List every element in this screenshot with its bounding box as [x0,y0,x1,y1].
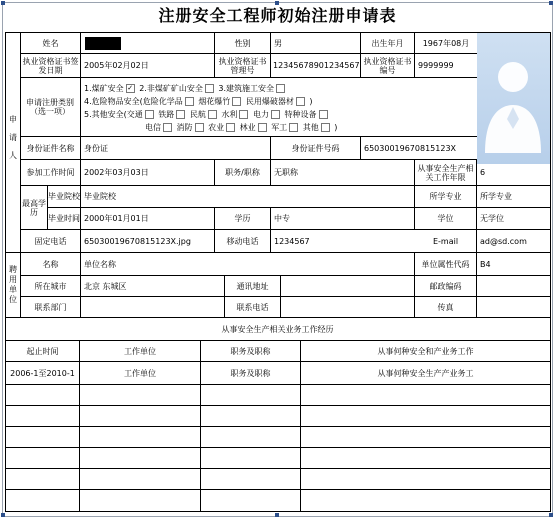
mobile-value: 1234567 [274,236,310,246]
checkbox-fireworks[interactable] [232,97,241,106]
row-line [5,468,551,469]
grad-time-value: 2000年01月01日 [84,214,149,223]
reg-type-label: 申请注册类别（选一项） [26,98,74,116]
col-line [270,32,271,77]
job-title-value: 无职称 [274,168,298,177]
col-line [476,185,477,229]
checkbox-military[interactable] [289,123,298,132]
degree-label: 学历 [234,214,251,223]
employer-name-label: 名称 [42,259,59,269]
option-row-2: 4.危险物品安全(危险化学品 烟花爆竹 民用爆破器材 ) [84,97,313,106]
checkbox-hazardous-chemicals[interactable] [185,97,194,106]
major-label: 所学专业 [429,192,462,201]
form-title: 注册安全工程师初始注册申请表 [158,6,397,25]
exp-header-period: 起止时间 [26,346,59,356]
birth-value: 1967年08月 [422,38,470,48]
resize-handle[interactable] [549,513,553,517]
checkbox-power[interactable] [271,110,280,119]
id-type-label: 身份证件名称 [26,143,75,153]
experience-title: 从事安全生产相关业务工作经历 [221,324,334,334]
checkbox-coal-mine[interactable]: ✓ [127,84,134,92]
name-redaction [85,37,121,50]
section-label-applicant: 申请人 [8,115,18,169]
col-line [476,229,477,252]
degree-value: 中专 [274,214,290,223]
col-line [270,159,271,185]
employer-name-value: 单位名称 [84,259,116,269]
email-value: ad@sd.com [480,236,527,246]
checkbox-non-coal-mine[interactable] [205,84,214,93]
attr-label: 单位属性代码 [421,259,470,269]
contact-phone-label: 联系电话 [236,302,269,312]
row-line [5,426,551,427]
col-line [280,275,281,317]
checkbox-aviation[interactable] [208,110,217,119]
school-value: 毕业院校 [84,192,116,201]
checkbox-railway[interactable] [176,110,185,119]
contact-dept-label: 联系部门 [34,302,67,312]
gender-value: 男 [274,38,282,48]
phone-label: 固定电话 [34,236,67,246]
id-no-value: 65030019670815123X [364,143,457,153]
attr-value: B4 [480,259,491,269]
exp-row-employer: 工作单位 [124,368,156,378]
id-type-value: 身份证 [84,143,108,153]
section-label-employer: 聘用单位 [8,265,18,305]
city-label: 所在城市 [34,281,67,291]
row-line [20,77,477,78]
col-line [270,207,271,252]
work-start-label: 参加工作时间 [26,168,75,177]
exp-row-title: 职务及职称 [230,368,271,378]
gender-label: 性别 [234,38,251,48]
checkbox-special-equipment[interactable] [319,110,328,119]
name-label: 姓名 [42,38,59,48]
qual-no-label: 执业资格证书编号 [363,56,412,75]
row-line [5,489,551,490]
checkbox-telecom[interactable] [163,123,172,132]
checkbox-water[interactable] [239,110,248,119]
major-value: 所学专业 [480,192,512,201]
avatar-icon [477,33,550,164]
col-line [80,32,81,252]
job-title-label: 职务/职称 [225,168,260,177]
id-no-label: 身份证件号码 [291,143,340,153]
col-line [360,136,361,159]
exp-row-period: 2006-1至2010-1 [10,368,75,378]
fax-value [480,297,550,317]
email-label: E-mail [432,236,459,246]
col-line [80,253,81,317]
applicant-photo [477,33,550,164]
exp-header-employer: 工作单位 [124,346,156,356]
school-label: 毕业院校 [48,192,80,201]
table-border [5,511,551,512]
checkbox-construction[interactable] [276,84,285,93]
zip-value [480,276,550,296]
resize-handle[interactable] [275,513,279,517]
col-line [476,253,477,317]
addr-label: 通讯地址 [236,281,269,291]
checkbox-explosives[interactable] [296,97,305,106]
option-row-1: 1.煤矿安全 ✓ 2.非煤矿矿山安全 3.建筑施工安全 [84,83,287,94]
phone-value: 65030019670815123X.jpg [84,236,191,246]
fax-label: 传真 [437,302,454,312]
zip-label: 邮政编码 [429,281,462,291]
row-line [5,447,551,448]
checkbox-fire[interactable] [195,123,204,132]
qual-mgmt-label: 执业资格证书管理号 [218,56,267,75]
contact-dept-value [84,297,224,317]
city-value: 北京 东城区 [84,281,127,291]
contact-phone-value [284,297,414,317]
qual-no-value: 9999999 [418,61,454,70]
years-value: 6 [480,168,486,177]
row-line [5,405,551,406]
addr-value [284,276,414,296]
qual-date-value: 2005年02月02日 [84,61,149,70]
checkbox-forestry[interactable] [258,123,267,132]
mobile-label: 移动电话 [226,236,259,246]
work-start-value: 2002年03月03日 [84,168,149,177]
exp-row-work: 从事何种安全生产产业务工 [377,368,474,378]
qual-date-label: 执业资格证书签发日期 [22,56,79,75]
edu-label: 最高学历 [22,198,46,217]
exp-header-title: 职务及职称 [230,346,271,356]
birth-label: 出生年月 [371,38,404,48]
years-label: 从事安全生产相关工作年限 [417,163,474,182]
checkbox-other[interactable] [321,123,330,132]
resize-handle[interactable] [1,513,5,517]
option-row-4: 电信 消防 农业 林业 军工 其他 ) [145,123,338,132]
table-border [550,32,551,511]
checkbox-agriculture[interactable] [226,123,235,132]
xuewei-value: 无学位 [480,214,504,223]
exp-header-work: 从事何种安全和产业务工作 [377,346,474,356]
qual-mgmt-value: 12345678901234567 [273,61,360,70]
checkbox-traffic[interactable] [145,110,154,119]
option-row-3: 5.其他安全(交通 铁路 民航 水利 电力 特种设备 [84,109,330,120]
xuewei-label: 学位 [437,214,454,223]
grad-time-label: 毕业时间 [48,214,80,223]
row-line [5,384,551,385]
